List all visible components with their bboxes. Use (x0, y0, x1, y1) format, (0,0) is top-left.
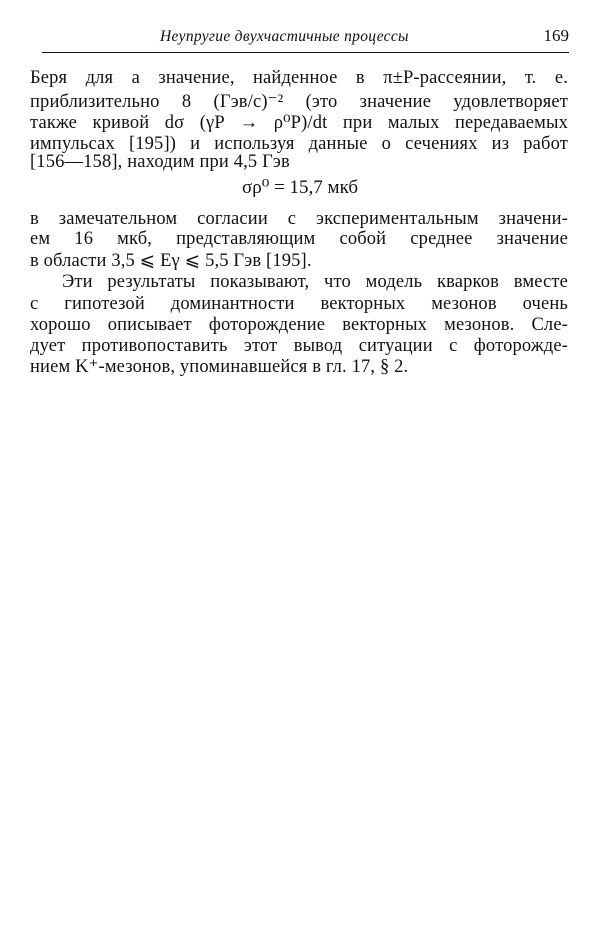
text-line: также кривой dσ (γP → ρ⁰P)/dt при малых передаваемых (30, 113, 568, 133)
text-line: дует противопоставить этот вывод ситуации с фоторожде- (30, 336, 568, 356)
text-line: импульсах [195]) и используя данные о сечениях из работ (30, 134, 568, 154)
running-title: Неупругие двухчастичные процессы (160, 28, 409, 45)
text-line: в замечательном согласии с экспериментальным значени- (30, 209, 568, 229)
text-line: ем 16 мкб, представляющим собой среднее значение (30, 229, 568, 249)
text-line: приблизительно 8 (Гэв/с)⁻² (это значение удовлетворяет (30, 92, 568, 112)
text-line: [156—158], находим при 4,5 Гэв (30, 152, 290, 172)
text-line: хорошо описывает фоторождение векторных мезонов. Сле- (30, 315, 568, 335)
text-line: Беря для a значение, найденное в π±P-рассеянии, т. е. (30, 68, 568, 88)
text-line: нием K⁺-мезонов, упоминавшейся в гл. 17, § 2. (30, 357, 409, 377)
text-line: в области 3,5 ⩽ Eγ ⩽ 5,5 Гэв [195]. (30, 251, 312, 271)
text-line: Эти результаты показывают, что модель кварков вместе (62, 272, 568, 292)
page-number: 169 (543, 26, 569, 45)
page-header (42, 26, 569, 53)
display-formula: σρ⁰ = 15,7 мкб (241, 177, 358, 198)
text-line: с гипотезой доминантности векторных мезонов очень (30, 294, 568, 314)
